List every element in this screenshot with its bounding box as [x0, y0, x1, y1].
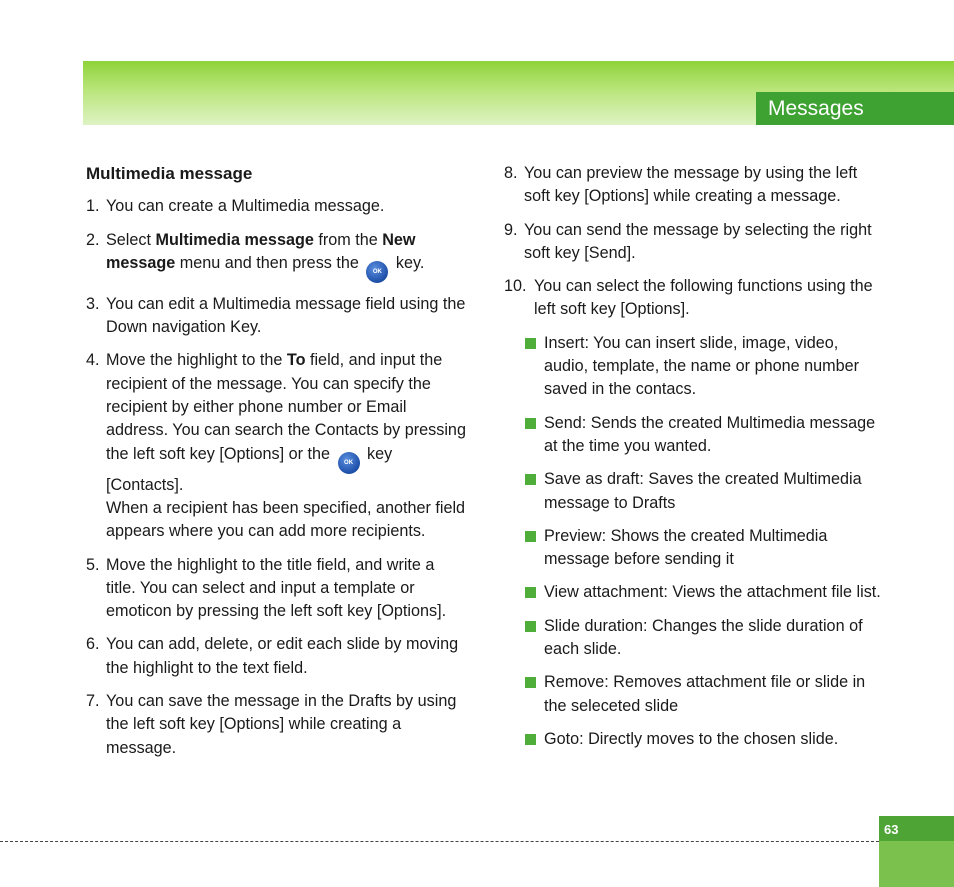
page-number-tab [879, 816, 954, 887]
bullet-square-icon [525, 338, 536, 349]
option-item: Preview: Shows the created Multimedia message before sending it [504, 525, 884, 572]
bullet-square-icon [525, 531, 536, 542]
list-item: 2. Select Multimedia message from the New message menu and then press the OK key. [86, 229, 466, 283]
bullet-square-icon [525, 677, 536, 688]
list-item: 5. Move the highlight to the title field, and write a title. You can select and input a template or emoticon by pressing the left soft key [Options]. [86, 555, 447, 621]
list-item: 6. You can add, delete, or edit each slide by moving the highlight to the text field. [86, 635, 459, 677]
steps-list [504, 162, 884, 322]
bullet-square-icon [525, 621, 536, 632]
list-item: 9. You can send the message by selecting the right soft key [Send]. [504, 220, 872, 262]
right-column [504, 162, 884, 761]
option-item: Insert: You can insert slide, image, video, audio, template, the name or phone number saved in the contacs. [504, 332, 884, 402]
ok-key-icon: OK [366, 261, 388, 283]
ok-key-icon: OK [338, 452, 360, 474]
list-item: 4. Move the highlight to the To field, and input the recipient of the message. You can specify the recipient by either phone number or Email address. You can search the Contacts by pressing the left soft key [Options] or the OK key [Contacts]. When a recipient has been specified, another field appears where you can add more recipients. [86, 351, 466, 541]
left-column [86, 162, 466, 770]
option-item: Goto: Directly moves to the chosen slide. [504, 728, 884, 751]
list-item: 8. You can preview the message by using the left soft key [Options] while creating a message. [504, 164, 858, 206]
section-heading: Multimedia message [86, 164, 253, 183]
list-item: 1. You can create a Multimedia message. [86, 197, 385, 216]
list-item: 7. You can save the message in the Drafts by using the left soft key [Options] while creating a message. [86, 692, 457, 757]
bullet-square-icon [525, 734, 536, 745]
options-list [504, 332, 884, 751]
page-number: 63 [884, 822, 899, 837]
option-item: Save as draft: Saves the created Multimedia message to Drafts [504, 468, 884, 515]
option-item: Slide duration: Changes the slide duration of each slide. [504, 615, 884, 662]
option-item: Remove: Removes attachment file or slide in the seleceted slide [504, 671, 884, 718]
bullet-square-icon [525, 418, 536, 429]
list-item: 3. You can edit a Multimedia message field using the Down navigation Key. [86, 294, 466, 337]
bullet-square-icon [525, 587, 536, 598]
option-item: View attachment: Views the attachment file list. [504, 581, 884, 604]
section-title: Messages [756, 92, 954, 125]
steps-list [86, 195, 466, 760]
bullet-square-icon [525, 474, 536, 485]
list-item: 10. You can select the following functions using the left soft key [Options]. [504, 277, 873, 319]
footer-dashed-line [0, 841, 879, 842]
option-item: Send: Sends the created Multimedia message at the time you wanted. [504, 412, 884, 459]
